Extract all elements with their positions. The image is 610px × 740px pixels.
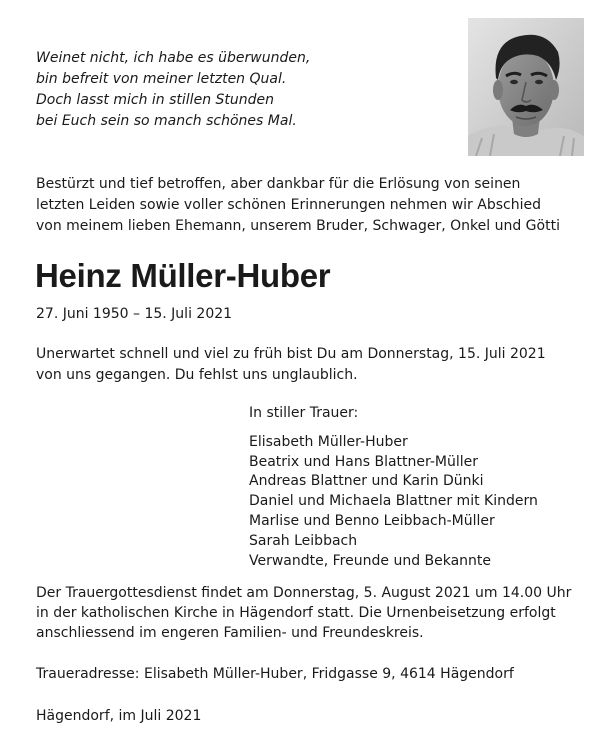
portrait-photo [468,18,584,156]
mourner-name: Elisabeth Müller-Huber [249,433,408,450]
message-line: von uns gegangen. Du fehlst uns unglaublich. [36,367,358,383]
mourners-heading: In stiller Trauer: [249,405,359,421]
mourners-list [249,404,599,571]
mourner-name: Verwandte, Freunde und Bekannte [249,552,492,569]
message-line: Unerwartet schnell und viel zu früh bist Du am Donnerstag, 15. Juli 2021 [36,346,546,362]
mourner-name: Marlise und Benno Leibbach-Müller [249,512,495,529]
service-line: Der Trauergottesdienst findet am Donnerstag, 5. August 2021 um 14.00 Uhr [36,585,572,601]
service-line: anschliessend im engeren Familien- und Freundeskreis. [36,625,424,641]
service-line: in der katholischen Kirche in Hägendorf statt. Die Urnenbeisetzung erfolgt [36,605,556,621]
mourner-name: Daniel und Michaela Blattner mit Kindern [249,493,538,510]
farewell-message [36,344,596,386]
poem-line: bei Euch sein so manch schönes Mal. [36,113,297,129]
place-and-date: Hägendorf, im Juli 2021 [36,708,202,724]
intro-line: von meinem lieben Ehemann, unserem Bruder, Schwager, Onkel und Götti [36,218,560,234]
intro-text [36,174,596,237]
poem-line: Weinet nicht, ich habe es überwunden, [36,50,311,66]
intro-line: Bestürzt und tief betroffen, aber dankbar für die Erlösung von seinen [36,176,521,192]
mourning-address: Traueradresse: Elisabeth Müller-Huber, Fridgasse 9, 4614 Hägendorf [36,666,514,682]
mourner-name: Andreas Blattner und Karin Dünki [249,473,484,490]
deceased-name: Heinz Müller-Huber [35,257,331,294]
mourner-name: Sarah Leibbach [249,532,358,549]
poem-line: bin befreit von meiner letzten Qual. [36,71,287,87]
life-dates: 27. Juni 1950 – 15. Juli 2021 [36,306,233,322]
mourner-name: Beatrix und Hans Blattner-Müller [249,453,479,470]
funeral-service-info [36,583,601,643]
poem-line: Doch lasst mich in stillen Stunden [36,92,275,108]
intro-line: letzten Leiden sowie voller schönen Erinnerungen nehmen wir Abschied [36,197,541,213]
poem [36,48,436,132]
